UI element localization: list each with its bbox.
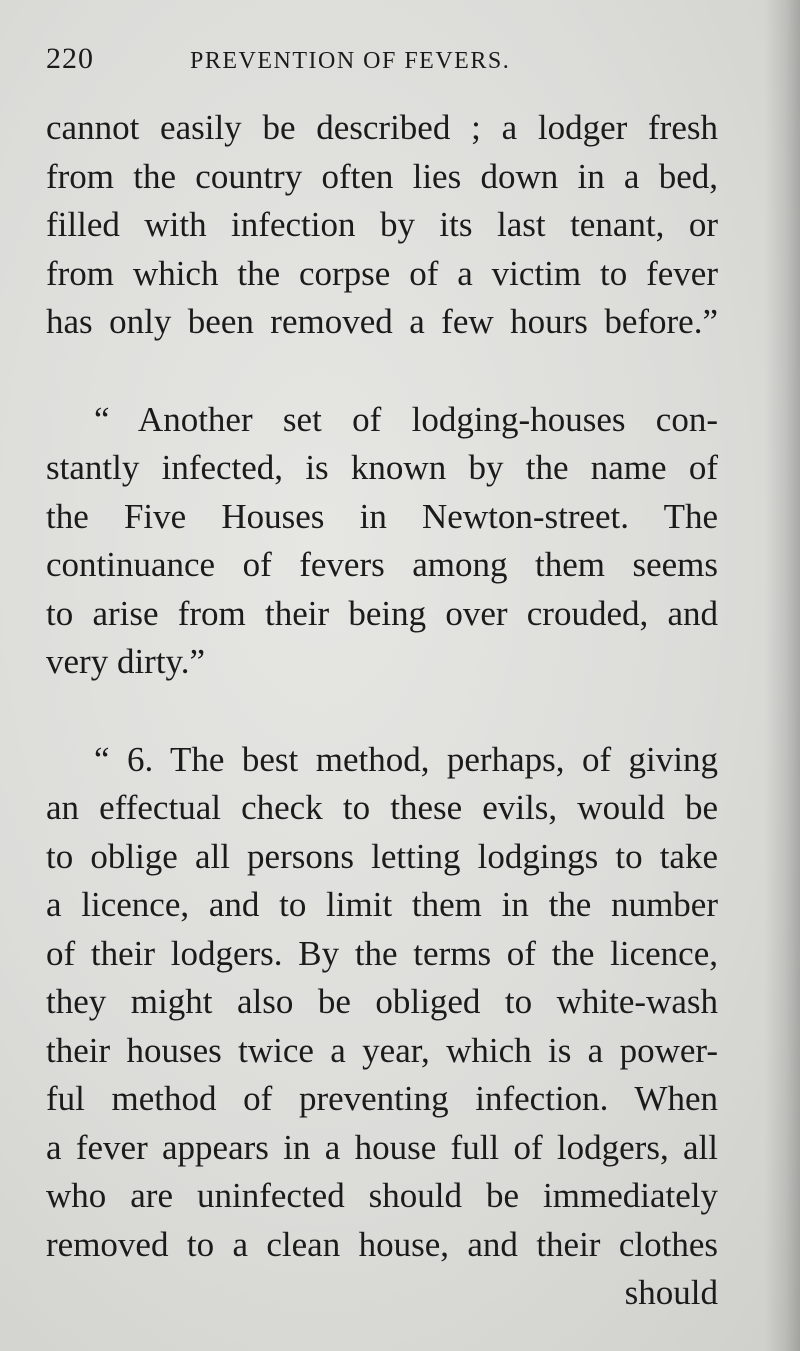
text-line: the Five Houses in Newton-street. The bbox=[46, 496, 718, 536]
text-line: ful method of preventing infection. When bbox=[46, 1079, 718, 1118]
text-line: they might also be obliged to white-wash bbox=[46, 982, 718, 1021]
text-line: to arise from their being over crouded, and bbox=[46, 593, 718, 633]
text-line: a fever appears in a house full of lodgers, all bbox=[46, 1127, 718, 1167]
text-line: removed to a clean house, and their clothes bbox=[46, 1224, 718, 1264]
text-line: an effectual check to these evils, would be bbox=[46, 788, 718, 827]
body-text bbox=[46, 104, 718, 1318]
text-line: continuance of fevers among them seems bbox=[46, 545, 718, 584]
page-header bbox=[46, 42, 726, 82]
paragraph-gap bbox=[46, 347, 718, 396]
text-line: has only been removed a few hours before.” bbox=[46, 302, 718, 341]
text-line: who are uninfected should be immediately bbox=[46, 1176, 718, 1215]
text-line: filled with infection by its last tenant, or bbox=[46, 205, 718, 244]
running-head: PREVENTION OF FEVERS. bbox=[190, 48, 511, 74]
text-line: very dirty.” bbox=[46, 642, 206, 681]
text-line: “ 6. The best method, perhaps, of giving bbox=[94, 739, 718, 779]
text-line: “ Another set of lodging-houses con- bbox=[94, 399, 718, 439]
page-edge-shadow bbox=[764, 0, 800, 1351]
page-number: 220 bbox=[46, 42, 94, 75]
text-line: from which the corpse of a victim to fever bbox=[46, 253, 718, 293]
text-line: stantly infected, is known by the name of bbox=[46, 448, 718, 487]
text-line: cannot easily be described ; a lodger fresh bbox=[46, 108, 718, 147]
text-line: their houses twice a year, which is a power- bbox=[46, 1030, 718, 1070]
text-line: of their lodgers. By the terms of the licence, bbox=[46, 933, 718, 973]
text-line: to oblige all persons letting lodgings to take bbox=[46, 836, 718, 876]
text-line: from the country often lies down in a bed, bbox=[46, 156, 718, 196]
text-line: a licence, and to limit them in the number bbox=[46, 885, 718, 924]
catchword: should bbox=[624, 1273, 718, 1312]
paragraph-gap bbox=[46, 687, 718, 736]
